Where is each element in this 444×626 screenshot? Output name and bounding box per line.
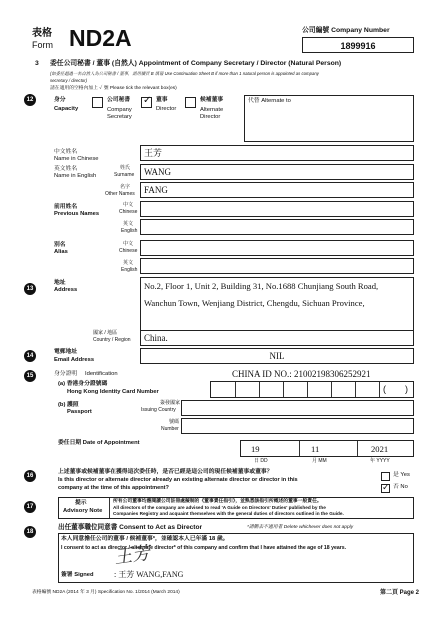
hkid-divider: [259, 382, 260, 397]
appointment-date-label: 委任日期 Date of Appointment: [58, 440, 140, 446]
appointment-year: 2021: [371, 444, 389, 454]
signed-label: 簽署 Signed: [61, 572, 94, 578]
passport-label-en: Passport: [67, 409, 92, 415]
email-label-en: Email Address: [54, 357, 95, 363]
hkid-field[interactable]: [210, 381, 414, 398]
identification-label-cn: 身分證明: [54, 371, 78, 377]
email-field[interactable]: [140, 348, 414, 364]
surname-label-en: Surname: [114, 172, 135, 178]
consent-box: [58, 533, 414, 583]
prev-chinese-sub-en: Chinese: [119, 209, 138, 215]
address-label-cn: 地址: [54, 280, 66, 286]
form-label-en: Form: [32, 40, 53, 50]
checkmark-icon: ✓: [143, 95, 152, 106]
appointment-month: 11: [311, 444, 320, 454]
consent-title: 出任董事職位同意書 Consent to Act as Director: [58, 524, 203, 531]
day-label: 日 DD: [254, 458, 268, 464]
marker-14: 14: [24, 350, 36, 362]
footer-spec: 表格編號 ND2A (2014 年 3 月) Specification No. 1/2014 (March 2014): [32, 590, 180, 595]
company-secretary-checkbox[interactable]: [92, 97, 103, 108]
signed-value: : 王芳 WANG,FANG: [114, 570, 184, 579]
surname-value: WANG: [144, 167, 171, 177]
alias-chinese-field[interactable]: [140, 240, 414, 256]
consent-text-en: I consent to act as director / alternate director* of this company and confirm that I have attained the age of 18 years.: [61, 545, 347, 551]
hkid-divider: [235, 382, 236, 397]
hkid-divider: [355, 382, 356, 397]
hkid-label-en: Hong Kong Identity Card Number: [67, 389, 159, 395]
capacity-opt-en: Director: [156, 106, 177, 112]
hkid-divider: [283, 382, 284, 397]
question16-text-cn: 上述董事或候補董事在獲得這次委任時，是否已經是這公司的現任候補董事或董事？: [58, 469, 273, 475]
alias-label-en: Alias: [54, 249, 68, 255]
other-names-value: FANG: [144, 185, 168, 195]
advisory-label-en: Advisory Note: [63, 508, 103, 514]
check-digit-close: ): [405, 384, 408, 394]
no-checkbox[interactable]: [381, 484, 390, 493]
issuing-country-label-cn: 簽發國家: [160, 400, 181, 406]
prev-english-sub-cn: 英文: [123, 221, 134, 227]
prev-chinese-sub-cn: 中文: [123, 202, 134, 208]
capacity-opt-cn: 公司秘書: [107, 97, 131, 103]
advisory-label-cn: 提示: [75, 500, 87, 506]
address-line1: No.2, Floor 1, Unit 2, Building 31, No.1688 Chunjiang South Road,: [144, 281, 379, 291]
advisory-text-en-1: All directors of the company are advised to read 'A Guide on Directors' Duties' published by the: [113, 505, 326, 510]
date-divider: [357, 441, 358, 456]
previous-names-english-field[interactable]: [140, 219, 414, 235]
capacity-label-cn: 身分: [54, 97, 66, 103]
checkmark-icon: ✓: [382, 482, 390, 492]
chinese-name-label-cn: 中文姓名: [54, 149, 78, 155]
tick-instruction: 請在適用的空格內加上 ✓ 號 Please tick the relevant box(es): [50, 86, 177, 91]
form-code: ND2A: [69, 25, 132, 51]
english-name-label-cn: 英文姓名: [54, 166, 78, 172]
chinese-name-field[interactable]: [140, 145, 414, 161]
company-number-label: 公司編號 Company Number: [302, 27, 390, 34]
capacity-opt-cn: 董事: [156, 97, 168, 103]
no-label: 否 No: [393, 484, 408, 490]
passport-label-cn: (b) 護照: [58, 402, 79, 408]
other-names-field[interactable]: [140, 182, 414, 198]
alternate-to-label: 代替 Alternate to: [248, 98, 291, 104]
director-checkbox[interactable]: [141, 97, 152, 108]
section-note-1: (如委任超過一名自然人為公司秘書 / 董事，請用續頁 B 填報 Use Continuation Sheet B if more than 1 natural person is appointed as company: [50, 71, 319, 76]
marker-12: 12: [24, 94, 36, 106]
alias-english-sub-cn: 英文: [123, 260, 134, 266]
month-label: 月 MM: [312, 458, 327, 464]
chinese-name-value: 王芳: [144, 148, 163, 158]
issuing-country-field[interactable]: [181, 400, 414, 416]
issuing-country-label-en: Issuing Country: [141, 407, 176, 413]
email-label-cn: 電郵地址: [54, 349, 78, 355]
alternate-to-box[interactable]: [244, 95, 414, 142]
surname-field[interactable]: [140, 164, 414, 180]
advisory-text-en-2: Companies Registry and acquaint themselves with the general duties of directors outlined in the Guide.: [113, 511, 344, 516]
appointment-date-field[interactable]: [240, 440, 414, 457]
alias-label-cn: 別名: [54, 242, 66, 248]
consent-delete-note: *請刪去不適用者 Delete whichever does not apply: [247, 525, 354, 530]
appointment-day: 19: [251, 444, 260, 454]
hkid-label-cn: (a) 香港身分證號碼: [58, 381, 108, 387]
country-field[interactable]: [140, 330, 414, 346]
marker-13: 13: [24, 283, 36, 295]
marker-18: 18: [24, 526, 36, 538]
alias-english-sub-en: English: [121, 267, 138, 273]
yes-label: 是 Yes: [393, 472, 410, 478]
section-number: 3: [35, 60, 39, 67]
capacity-opt-cn: 候補董事: [200, 97, 224, 103]
chinese-name-label-en: Name in Chinese: [54, 156, 99, 162]
footer-page: 第二頁 Page 2: [380, 590, 420, 596]
section-note-2: secretary / director): [50, 78, 88, 83]
alternate-director-checkbox[interactable]: [185, 97, 196, 108]
identification-value[interactable]: CHINA ID NO.: 21002198306252921: [232, 369, 371, 379]
company-number: 1899916: [340, 41, 376, 51]
prev-english-sub-en: English: [121, 228, 138, 234]
email-value: NIL: [269, 351, 285, 361]
hkid-divider: [331, 382, 332, 397]
passport-number-label-cn: 號碼: [169, 419, 180, 425]
capacity-opt-en: Company Secretary: [107, 107, 132, 120]
passport-number-field[interactable]: [181, 418, 414, 434]
identification-label-en: Identification: [85, 371, 118, 377]
previous-names-label-en: Previous Names: [54, 211, 100, 217]
handwritten-signature: 王芳: [112, 542, 152, 568]
alias-chinese-sub-cn: 中文: [123, 241, 134, 247]
consent-text-cn: 本人同意擔任公司的董事 / 候補董事*，並確認本人已年滿 18 歲。: [61, 536, 229, 542]
country-label-en: Country / Region: [93, 337, 131, 343]
advisory-text-cn: 所有公司董事均應閱讀公司註冊處擬制的《董事責任指引》，並熟悉該指引所概述的董事一般責任。: [113, 499, 322, 504]
year-label: 年 YYYY: [370, 458, 390, 464]
section-title: 委任公司秘書 / 董事 (自然人) Appointment of Company Secretary / Director (Natural Person): [50, 60, 342, 67]
yes-checkbox[interactable]: [381, 472, 390, 481]
other-names-label-en: Other Names: [105, 191, 135, 197]
check-digit-open: (: [383, 384, 386, 394]
advisory-box: [58, 497, 414, 519]
hkid-divider: [307, 382, 308, 397]
passport-number-label-en: Number: [161, 426, 179, 432]
marker-17: 17: [24, 501, 36, 513]
previous-names-chinese-field[interactable]: [140, 201, 414, 217]
alias-english-field[interactable]: [140, 258, 414, 274]
hkid-divider: [379, 382, 380, 397]
alias-chinese-sub-en: Chinese: [119, 248, 138, 254]
marker-16: 16: [24, 470, 36, 482]
question16-text-en-1: Is this director or alternate director already an existing alternate director or director in this: [58, 477, 298, 483]
form-label-cn: 表格: [32, 28, 52, 39]
marker-15: 15: [24, 370, 36, 382]
english-name-label-en: Name in English: [54, 173, 97, 179]
capacity-label-en: Capacity: [54, 106, 79, 112]
previous-names-label-cn: 前用姓名: [54, 204, 78, 210]
address-label-en: Address: [54, 287, 78, 293]
surname-label-cn: 姓氏: [120, 165, 131, 171]
question16-text-en-2: company at the time of this appointment?: [58, 485, 169, 491]
capacity-opt-en: Alternate Director: [200, 107, 224, 120]
date-divider: [299, 441, 300, 456]
country-label-cn: 國家 / 地區: [93, 330, 118, 336]
address-line2: Wanchun Town, Wenjiang District, Chengdu, Sichuan Province,: [144, 298, 365, 308]
country-value: China.: [144, 333, 168, 343]
advisory-divider: [109, 498, 110, 518]
other-names-label-cn: 名字: [120, 184, 131, 190]
company-number-box[interactable]: [302, 37, 414, 53]
